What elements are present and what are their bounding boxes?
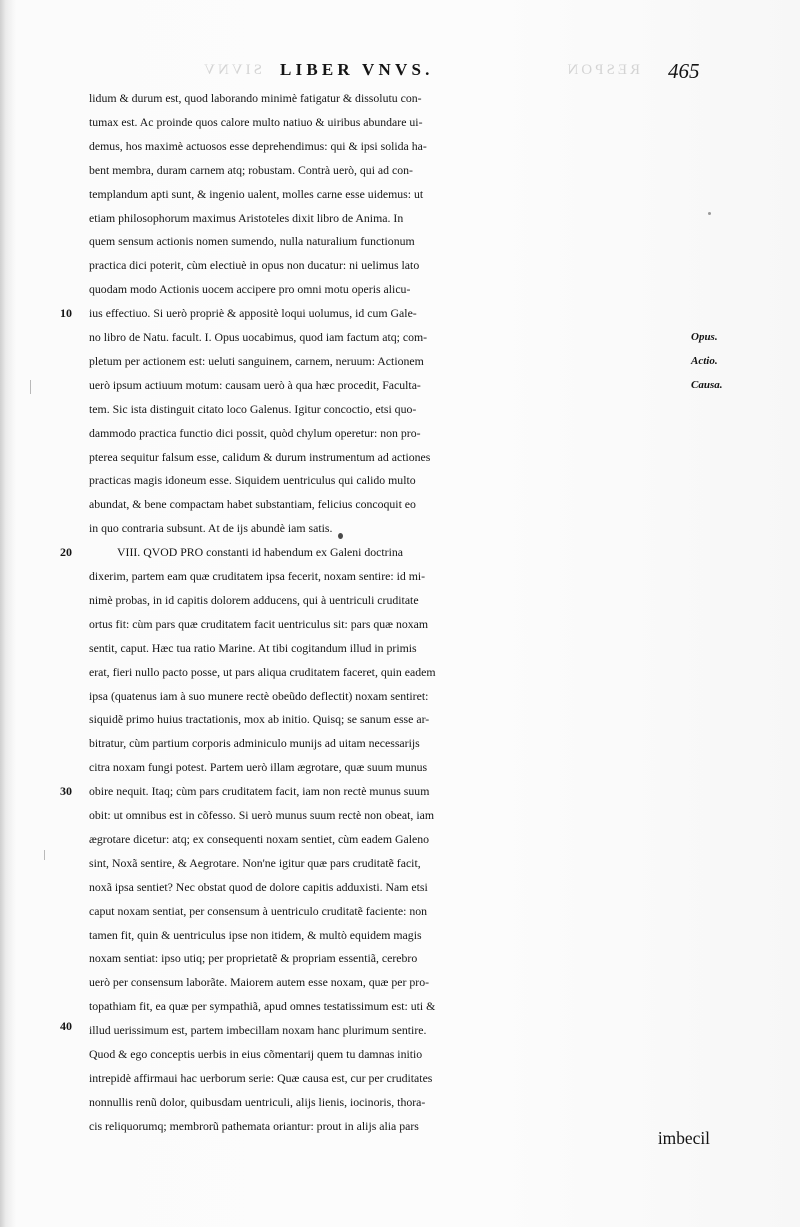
- body-text-line: VIII. QVOD PRO constanti id habendum ex Galeni doctrina: [117, 545, 404, 559]
- body-text-line: dammodo practica functio dici possit, quòd chylum operetur: non pro-: [89, 426, 421, 440]
- margin-note-actio: Actio.: [691, 355, 718, 367]
- body-text-line: topathiam fit, ea quæ per sympathiã, apud omnes testatissimum est: uti &: [89, 999, 436, 1013]
- body-text-line: demus, hos maximè actuosos esse deprehendimus: qui & ipsi solida ha-: [89, 139, 427, 153]
- body-text-line: abundat, & bene compactam habet substantiam, felicius concoquit eo: [89, 497, 416, 511]
- body-text-line: quem sensum actionis nomen sumendo, nulla naturalium functionum: [89, 234, 415, 248]
- running-head: LIBER VNVS.: [280, 60, 434, 79]
- body-text-line: pletum per actionem est: ueluti sanguinem, carnem, neruum: Actionem: [89, 354, 424, 368]
- body-text-line: intrepidè affirmaui hac uerborum serie: Quæ causa est, cur per cruditates: [89, 1071, 433, 1085]
- body-text-line: quodam modo Actionis uocem accipere pro omni motu operis alicu-: [89, 282, 411, 296]
- ink-speck: [338, 533, 343, 539]
- body-text-line: lidum & durum est, quod laborando minimè fatigatur & dissolutu con-: [89, 91, 422, 105]
- bleed-through-text-left: SIVNV: [201, 62, 262, 78]
- body-text-line: erat, fieri nullo pacto posse, ut pars aliqua cruditatem faceret, quin eadem: [89, 665, 436, 679]
- body-text-line: illud uerissimum est, partem imbecillam noxam hanc plurimum sentire.: [89, 1023, 427, 1037]
- line-number-30: 30: [60, 784, 72, 798]
- bleed-through-text-right: RESPON: [564, 62, 640, 78]
- body-text-line: nonnullis renũ dolor, quibusdam uentriculi, alijs lienis, iocinoris, thora-: [89, 1095, 426, 1109]
- body-text-line: practicas magis idoneum esse. Siquidem uentriculus qui calido multo: [89, 473, 416, 487]
- margin-note-opus: Opus.: [691, 331, 718, 343]
- body-text-line: tumax est. Ac proinde quos calore multo natiuo & uiribus abundare ui-: [89, 115, 423, 129]
- line-number-40: 40: [60, 1019, 72, 1033]
- body-text-line: sentit, caput. Hæc tua ratio Marine. At tibi cogitandum illud in primis: [89, 641, 417, 655]
- body-text-line: ægrotare dicetur: atq; ex consequenti noxam sentiet, cùm eadem Galeno: [89, 832, 430, 846]
- body-text-line: no libro de Natu. facult. I. Opus uocabimus, quod iam factum atq; com-: [89, 330, 428, 344]
- body-text-line: ortus fit: cùm pars quæ cruditatem facit uentriculus sit: pars quæ noxam: [89, 617, 429, 631]
- body-text-line: caput noxam sentiat, per consensum à uentriculo cruditatẽ faciente: non: [89, 904, 428, 918]
- body-text-line: etiam philosophorum maximus Aristoteles dixit libro de Anima. In: [89, 211, 404, 225]
- catchword: imbecil: [657, 1128, 710, 1148]
- line-number-10: 10: [60, 306, 72, 320]
- body-text-line: noxã ipsa sentiet? Nec obstat quod de dolore capitis adduxisti. Nam etsi: [89, 880, 428, 894]
- body-text-line: tem. Sic ista distinguit citato loco Galenus. Igitur concoctio, etsi quo-: [89, 402, 417, 416]
- body-text-line: in quo contraria subsunt. At de ijs abundè iam satis.: [89, 521, 333, 535]
- body-text-line: Quod & ego conceptis uerbis in eius cõmentarij quem tu damnas initio: [89, 1047, 423, 1061]
- paper-mark: [30, 380, 31, 394]
- paper-mark: [44, 850, 45, 860]
- margin-note-causa: Causa.: [691, 379, 723, 391]
- page-number: 465: [668, 59, 700, 83]
- line-number-20: 20: [60, 545, 72, 559]
- body-text-line: uerò ipsum actiuum motum: causam uerò à qua hæc procedit, Faculta-: [89, 378, 421, 392]
- body-text-line: bent membra, duram carnem atq; robustam. Contrà uerò, qui ad con-: [89, 163, 413, 177]
- body-text-line: ius effectiuo. Si uerò propriè & appositè loqui uolumus, id cum Gale-: [89, 306, 417, 320]
- body-text-line: practica dici poterit, cùm electiuè in opus non ducatur: ni uelimus lato: [89, 258, 420, 272]
- body-text-line: cis reliquorumq; membrorũ pathemata oriantur: prout in alijs alia pars: [89, 1119, 419, 1133]
- body-text-line: templandum apti sunt, & ingenio ualent, molles carne esse uidemus: ut: [89, 187, 424, 201]
- body-text-line: pterea sequitur falsum esse, calidum & durum instrumentum ad actiones: [89, 450, 431, 464]
- body-text-line: sint, Noxã sentire, & Aegrotare. Non'ne igitur quæ pars cruditatẽ facit,: [89, 856, 421, 870]
- body-text-line: citra noxam fungi potest. Partem uerò illam ægrotare, quæ suum munus: [89, 760, 428, 774]
- body-text-line: uerò per consensum laborãte. Maiorem autem esse noxam, quæ per pro-: [89, 975, 430, 989]
- body-text-line: nimè probas, in id capitis dolorem adducens, qui à uentriculi cruditate: [89, 593, 419, 607]
- body-text-line: obit: ut omnibus est in cõfesso. Si uerò munus suum rectè non obeat, iam: [89, 808, 435, 822]
- body-text-line: bitratur, cùm partium corporis adminiculo munijs ad uitam necessarijs: [89, 736, 420, 750]
- body-text-line: noxam sentiat: ipso utiq; per proprietatẽ & propriam essentiã, cerebro: [89, 951, 418, 965]
- body-text-line: dixerim, partem eam quæ cruditatem ipsa fecerit, noxam sentire: id mi-: [89, 569, 426, 583]
- body-text-line: siquidẽ primo huius tractationis, mox ab initio. Quisq; se sanum esse ar-: [89, 712, 430, 726]
- body-text-line: obire nequit. Itaq; cùm pars cruditatem facit, iam non rectè munus suum: [89, 784, 430, 798]
- ink-speck: [708, 212, 711, 215]
- body-text-line: tamen fit, quin & uentriculus ipse non itidem, & multò equidem magis: [89, 928, 422, 942]
- body-text-line: ipsa (quatenus iam à suo munere rectè obeũdo deflectit) noxam sentiret:: [89, 689, 429, 703]
